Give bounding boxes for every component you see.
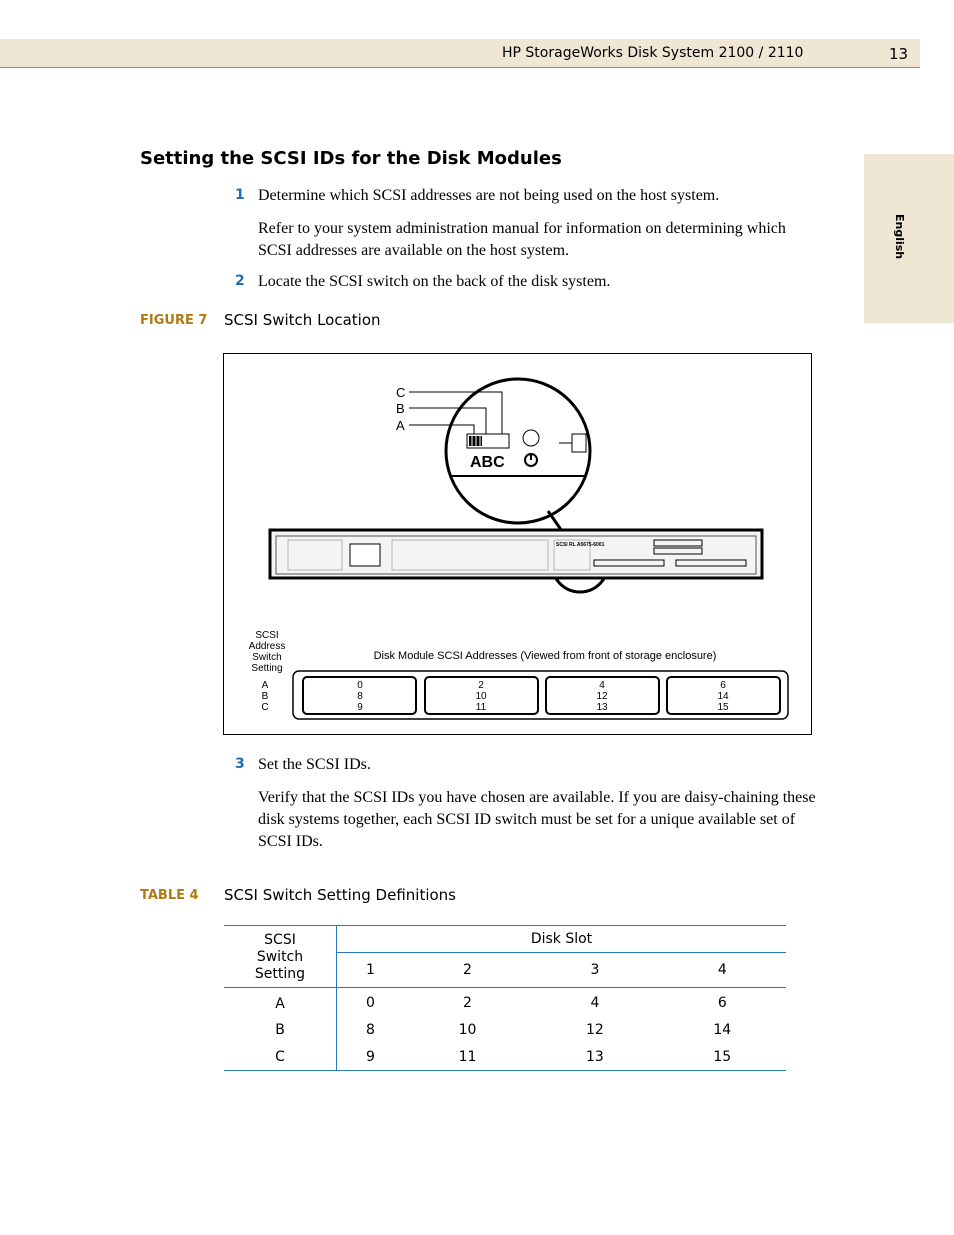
running-header-title: HP StorageWorks Disk System 2100 / 2110 xyxy=(502,45,804,61)
figure-label: FIGURE 7 xyxy=(140,313,208,328)
table-header-slot: 1 xyxy=(365,962,375,978)
setting-label: B xyxy=(261,691,269,702)
disk-slot xyxy=(546,677,659,714)
step-text: Locate the SCSI switch on the back of the disk system. xyxy=(258,273,611,290)
callout-label: C xyxy=(396,385,406,400)
step-note: Verify that the SCSI IDs you have chosen are available. If you are daisy-chaining these disk systems together, each SCSI ID switch must be set for a unique available set of SCSI IDs. xyxy=(258,789,816,850)
disk-heading: Disk Module SCSI Addresses (Viewed from front of storage enclosure) xyxy=(373,650,717,662)
svg-text:0: 0 xyxy=(357,680,363,691)
svg-text:2: 2 xyxy=(478,680,484,691)
svg-text:14: 14 xyxy=(717,691,729,702)
svg-text:8: 8 xyxy=(357,691,363,702)
table-header-slot: 2 xyxy=(463,962,472,978)
setting-label: C xyxy=(261,702,269,713)
table-header-disk-slot: Disk Slot xyxy=(337,926,787,953)
svg-text:11: 11 xyxy=(475,702,487,713)
scsi-settings-table xyxy=(224,925,786,1071)
disk-slot xyxy=(425,677,538,714)
magnifier-circle xyxy=(446,379,590,523)
svg-text:15: 15 xyxy=(717,702,729,713)
step-number: 3 xyxy=(235,756,245,772)
disk-slot xyxy=(303,677,416,714)
switch-label: ABC xyxy=(470,454,505,471)
language-tab xyxy=(864,154,954,323)
step-text: Determine which SCSI addresses are not being used on the host system. xyxy=(258,187,720,204)
address-heading-line: Switch xyxy=(252,652,282,663)
table-header-slot: 4 xyxy=(717,962,727,978)
section-title: Setting the SCSI IDs for the Disk Modules xyxy=(140,148,562,169)
address-heading-line: SCSI xyxy=(255,630,279,641)
svg-text:10: 10 xyxy=(475,691,487,702)
step-number: 2 xyxy=(235,273,245,289)
table-header-slot: 3 xyxy=(590,962,600,978)
svg-text:4: 4 xyxy=(599,680,605,691)
svg-text:12: 12 xyxy=(596,691,608,702)
address-heading-line: Address xyxy=(248,641,286,652)
svg-text:9: 9 xyxy=(357,702,363,713)
table-row: A 0 2 4 6 xyxy=(224,988,786,1018)
disk-slot xyxy=(667,677,780,714)
scsi-switch-diagram xyxy=(224,354,811,734)
panel-label: SCSI RL A5675-6001 xyxy=(556,542,605,548)
step-note: Refer to your system administration manual for information on determining which SCSI addresses are available on the host system. xyxy=(258,220,786,259)
page-number: 13 xyxy=(889,45,909,63)
figure-caption: SCSI Switch Location xyxy=(224,311,381,329)
table-row: B 8 10 12 14 xyxy=(224,1017,786,1043)
svg-text:13: 13 xyxy=(596,702,608,713)
table-caption: SCSI Switch Setting Definitions xyxy=(224,886,456,904)
svg-text:6: 6 xyxy=(720,680,726,691)
figure-frame xyxy=(223,353,812,735)
callout-label: B xyxy=(396,401,405,416)
step-text: Set the SCSI IDs. xyxy=(258,756,371,773)
address-heading-line: Setting xyxy=(251,663,283,674)
setting-label: A xyxy=(261,680,269,691)
step-number: 1 xyxy=(235,187,245,203)
table-row: C 9 11 13 15 xyxy=(224,1043,786,1071)
callout-label: A xyxy=(396,418,405,433)
table-label: TABLE 4 xyxy=(140,888,199,903)
table-header-setting: SCSI Switch Setting xyxy=(224,926,337,988)
language-tab-label: English xyxy=(893,214,906,260)
